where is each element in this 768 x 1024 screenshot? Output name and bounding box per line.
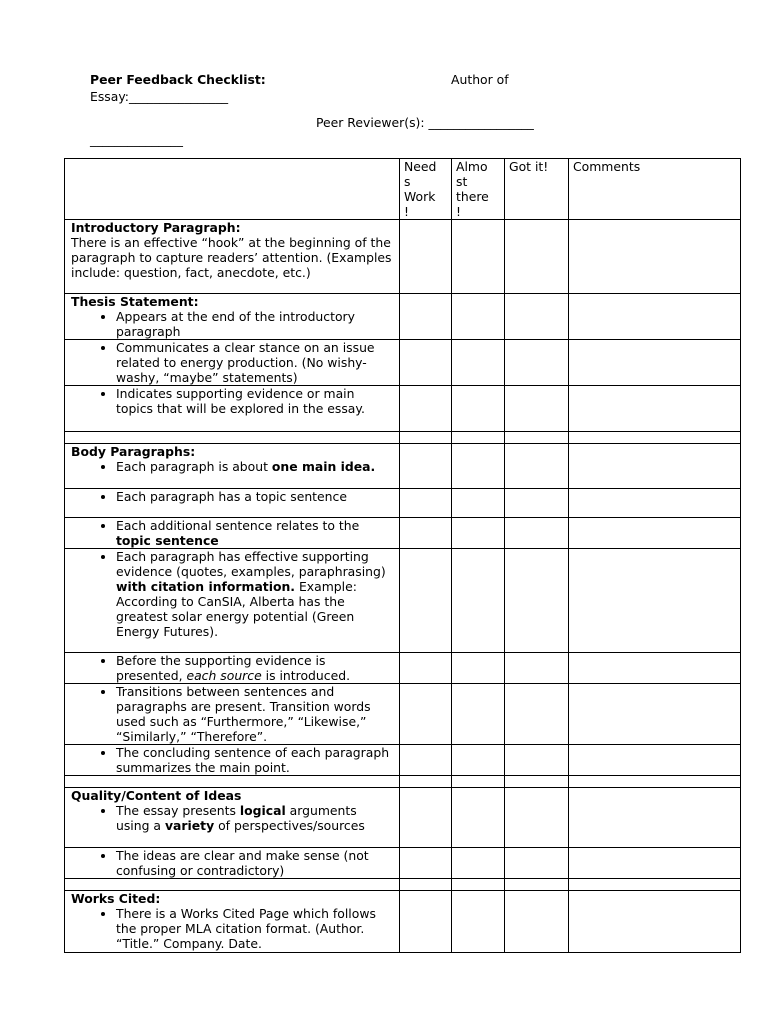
got-it-cell[interactable]: [505, 745, 569, 776]
needs-work-cell[interactable]: [400, 745, 452, 776]
needs-work-cell[interactable]: [400, 684, 452, 745]
list-item: • Each additional sentence relates to the topic sentence: [116, 518, 394, 548]
almost-there-cell[interactable]: [452, 340, 505, 386]
list-item: • The concluding sentence of each paragraph summarizes the main point.: [116, 745, 394, 775]
spacer-row: [65, 776, 741, 788]
almost-there-cell[interactable]: [452, 489, 505, 518]
almost-there-cell[interactable]: [452, 444, 505, 489]
comments-cell[interactable]: [569, 848, 741, 879]
got-it-cell[interactable]: [505, 518, 569, 549]
table-row: [65, 386, 741, 432]
second-reviewer-blank[interactable]: _______________: [90, 132, 183, 147]
almost-there-cell[interactable]: [452, 788, 505, 848]
peer-reviewer-line: [316, 115, 534, 131]
intro-cell: [65, 220, 400, 294]
header-row: [65, 159, 741, 220]
got-it-cell[interactable]: [505, 653, 569, 684]
needs-work-cell[interactable]: [400, 444, 452, 489]
thesis-cell: [65, 294, 400, 340]
comments-cell[interactable]: [569, 220, 741, 294]
spacer-row: [65, 432, 741, 444]
got-it-cell[interactable]: [505, 684, 569, 745]
list-item: • Each paragraph is about one main idea.: [116, 459, 394, 474]
list-item: • The ideas are clear and make sense (not confusing or contradictory): [116, 848, 394, 878]
got-it-cell[interactable]: [505, 891, 569, 953]
got-it-cell[interactable]: [505, 788, 569, 848]
criteria-header-cell: [65, 159, 400, 220]
almost-there-header: Almo st there !: [452, 159, 505, 220]
got-it-cell[interactable]: [505, 220, 569, 294]
page-title: Peer Feedback Checklist:: [90, 72, 266, 87]
list-item: • Transitions between sentences and paragraphs are present. Transition words used such as “Furthermore,” “Likewise,” “Similarly,” “Therefore”.: [116, 684, 394, 744]
comments-cell[interactable]: [569, 518, 741, 549]
table-row: [65, 340, 741, 386]
list-item: • Indicates supporting evidence or main topics that will be explored in the essay.: [116, 386, 394, 416]
got-it-cell[interactable]: [505, 848, 569, 879]
got-it-header: Got it!: [505, 159, 569, 220]
table-row: [65, 653, 741, 684]
author-label: Author of: [451, 72, 509, 87]
almost-there-cell[interactable]: [452, 891, 505, 953]
got-it-cell[interactable]: [505, 444, 569, 489]
got-it-cell[interactable]: [505, 549, 569, 653]
needs-work-cell[interactable]: [400, 518, 452, 549]
almost-there-cell[interactable]: [452, 518, 505, 549]
thesis-heading: Thesis Statement:: [71, 294, 199, 309]
list-item: • Each paragraph has effective supporting evidence (quotes, examples, paraphrasing) with citation information. Example: According to CanSIA, Alberta has the greatest solar energy potential (Green Energy Futures).: [116, 549, 394, 639]
comments-cell[interactable]: [569, 891, 741, 953]
needs-work-cell[interactable]: [400, 653, 452, 684]
comments-cell[interactable]: [569, 684, 741, 745]
comments-cell[interactable]: [569, 549, 741, 653]
intro-heading: Introductory Paragraph:: [71, 220, 241, 235]
almost-there-cell[interactable]: [452, 220, 505, 294]
table-row: [65, 684, 741, 745]
needs-work-cell[interactable]: [400, 891, 452, 953]
got-it-cell[interactable]: [505, 489, 569, 518]
got-it-cell[interactable]: [505, 340, 569, 386]
table-row: [65, 891, 741, 953]
got-it-cell[interactable]: [505, 294, 569, 340]
table-row: [65, 788, 741, 848]
list-item: • Appears at the end of the introductory paragraph: [116, 309, 394, 339]
table-row: [65, 745, 741, 776]
quality-heading: Quality/Content of Ideas: [71, 788, 242, 803]
works-cited-cell: [65, 891, 400, 953]
list-item: • There is a Works Cited Page which follows the proper MLA citation format. (Author. “Title.” Company. Date.: [116, 906, 394, 951]
works-cited-heading: Works Cited:: [71, 891, 161, 906]
peer-reviewer-blank[interactable]: _________________: [428, 115, 534, 130]
table-row: [65, 848, 741, 879]
comments-cell[interactable]: [569, 489, 741, 518]
comments-cell[interactable]: [569, 788, 741, 848]
comments-cell[interactable]: [569, 294, 741, 340]
almost-there-cell[interactable]: [452, 745, 505, 776]
quality-cell: [65, 788, 400, 848]
needs-work-cell[interactable]: [400, 788, 452, 848]
comments-cell[interactable]: [569, 340, 741, 386]
needs-work-cell[interactable]: [400, 340, 452, 386]
intro-text: There is an effective “hook” at the beginning of the paragraph to capture readers’ attention. (Examples include: question, fact, anecdote, etc.): [71, 235, 392, 280]
almost-there-cell[interactable]: [452, 294, 505, 340]
table-row: [65, 518, 741, 549]
list-item: • Each paragraph has a topic sentence: [116, 489, 394, 504]
body-cell: [65, 444, 400, 489]
almost-there-cell[interactable]: [452, 684, 505, 745]
comments-cell[interactable]: [569, 444, 741, 489]
got-it-cell[interactable]: [505, 386, 569, 432]
list-item: • The essay presents logical arguments using a variety of perspectives/sources: [116, 803, 394, 833]
essay-label: Essay:: [90, 89, 129, 104]
table-row: [65, 220, 741, 294]
comments-cell[interactable]: [569, 653, 741, 684]
spacer-row: [65, 879, 741, 891]
needs-work-cell[interactable]: [400, 220, 452, 294]
comments-cell[interactable]: [569, 386, 741, 432]
needs-work-cell[interactable]: [400, 848, 452, 879]
almost-there-cell[interactable]: [452, 848, 505, 879]
almost-there-cell[interactable]: [452, 386, 505, 432]
checklist-table: [64, 158, 741, 953]
almost-there-cell[interactable]: [452, 653, 505, 684]
table-row: [65, 444, 741, 489]
needs-work-cell[interactable]: [400, 294, 452, 340]
list-item: • Before the supporting evidence is presented, each source is introduced.: [116, 653, 394, 683]
body-heading: Body Paragraphs:: [71, 444, 196, 459]
needs-work-cell[interactable]: [400, 386, 452, 432]
needs-work-header: Need s Work !: [400, 159, 452, 220]
needs-work-cell[interactable]: [400, 549, 452, 653]
list-item: • Communicates a clear stance on an issue related to energy production. (No wishy-washy, “maybe” statements): [116, 340, 394, 385]
comments-header: Comments: [569, 159, 741, 220]
peer-reviewer-label: Peer Reviewer(s):: [316, 115, 425, 130]
table-row: [65, 549, 741, 653]
essay-author-line: [90, 89, 228, 105]
needs-work-cell[interactable]: [400, 489, 452, 518]
comments-cell[interactable]: [569, 745, 741, 776]
table-row: [65, 489, 741, 518]
table-row: [65, 294, 741, 340]
essay-author-blank[interactable]: ________________: [128, 89, 229, 104]
almost-there-cell[interactable]: [452, 549, 505, 653]
